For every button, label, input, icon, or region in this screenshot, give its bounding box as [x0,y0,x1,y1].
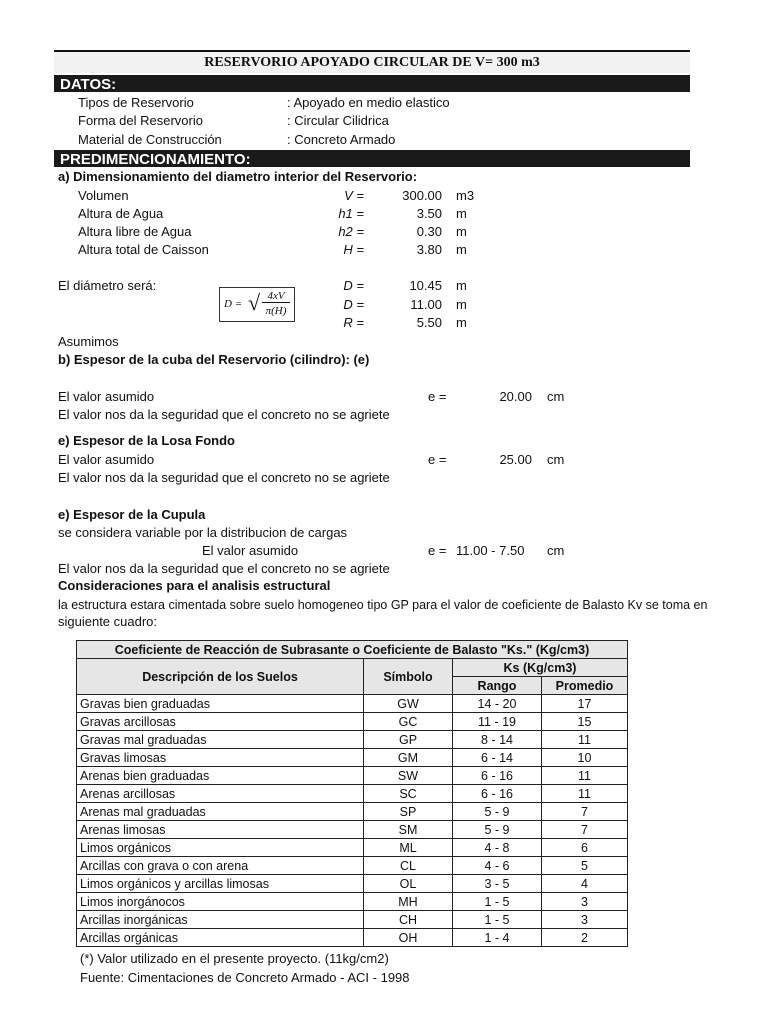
ks-average: 3 [542,893,628,911]
diameter-label: El diámetro será: [58,278,157,293]
diam-symbol: D = [343,297,364,312]
ks-average: 7 [542,821,628,839]
datos-label: Forma del Reservorio [78,113,203,128]
table-row [77,713,628,731]
subsection-e2-title: e) Espesor de la Cupula [58,507,206,522]
section-header-datos: DATOS: [54,73,690,92]
soil-desc: Arcillas orgánicas [77,929,364,947]
table-row [77,929,628,947]
ks-average: 11 [542,785,628,803]
asumimos-label: Asumimos [58,334,119,349]
col-header-symbol: Símbolo [364,659,453,695]
soil-desc: Gravas mal graduadas [77,731,364,749]
ks-average: 6 [542,839,628,857]
ks-range: 11 - 19 [453,713,542,731]
param-label: Altura libre de Agua [78,224,192,239]
e-symbol: e = [428,452,447,467]
soil-desc: Arenas arcillosas [77,785,364,803]
soil-symbol: SP [364,803,453,821]
soil-symbol: SW [364,767,453,785]
safety-note: El valor nos da la seguridad que el concreto no se agriete [58,407,390,422]
soil-desc: Limos orgánicos y arcillas limosas [77,875,364,893]
param-unit: m [456,224,467,239]
table-row [77,839,628,857]
e-unit: cm [547,543,565,558]
ks-average: 7 [542,803,628,821]
soil-symbol: SC [364,785,453,803]
considerations-text-cont: siguiente cuadro: [58,614,158,629]
param-value: 3.80 [416,242,442,257]
ks-range: 4 - 6 [453,857,542,875]
safety-note: El valor nos da la seguridad que el concreto no se agriete [58,561,390,576]
param-symbol: V = [344,188,364,203]
param-symbol: H = [343,242,364,257]
diam-symbol: R = [343,315,364,330]
soil-symbol: ML [364,839,453,857]
ks-average: 11 [542,767,628,785]
ks-range: 1 - 4 [453,929,542,947]
e-unit: cm [547,452,565,467]
soil-desc: Arcillas con grava o con arena [77,857,364,875]
col-header-promedio: Promedio [542,677,628,695]
ks-range: 1 - 5 [453,911,542,929]
e-symbol: e = [428,543,447,558]
datos-value: : Concreto Armado [287,132,396,147]
datos-label: Tipos de Reservorio [78,95,194,110]
e-unit: cm [547,389,565,404]
table-row [77,785,628,803]
soil-symbol: CL [364,857,453,875]
subsection-b-title: b) Espesor de la cuba del Reservorio (cilindro): (e) [58,352,370,367]
soil-desc: Gravas bien graduadas [77,695,364,713]
table-row [77,695,628,713]
param-unit: m3 [456,188,475,203]
param-symbol: h2 = [338,224,364,239]
diam-unit: m [456,278,467,293]
subsection-e1-title: e) Espesor de la Losa Fondo [58,433,235,448]
ks-range: 14 - 20 [453,695,542,713]
datos-label: Material de Construcción [78,132,222,147]
soil-desc: Arenas bien graduadas [77,767,364,785]
soil-symbol: GP [364,731,453,749]
param-label: Volumen [78,188,129,203]
soil-symbol: OL [364,875,453,893]
ks-average: 4 [542,875,628,893]
e-value: 25.00 [499,452,532,467]
diameter-formula [219,287,295,322]
subsection-a-title: a) Dimensionamiento del diametro interior del Reservorio: [58,169,418,184]
diam-value: 11.00 [410,297,442,312]
ks-range: 4 - 8 [453,839,542,857]
table-row [77,731,628,749]
cupula-description: se considera variable por la distribucion de cargas [58,525,348,540]
soil-symbol: GC [364,713,453,731]
soil-symbol: GW [364,695,453,713]
param-unit: m [456,242,467,257]
param-unit: m [456,206,467,221]
table-caption: Coeficiente de Reacción de Subrasante o Coeficiente de Balasto "Ks." (Kg/cm3) [77,641,628,659]
col-header-ks: Ks (Kg/cm3) [453,659,628,677]
soil-symbol: OH [364,929,453,947]
soil-desc: Gravas limosas [77,749,364,767]
ks-range: 5 - 9 [453,821,542,839]
soil-desc: Limos inorgánocos [77,893,364,911]
formula-numerator: 4xV [262,290,290,303]
formula-denominator: π(H) [265,305,287,317]
ks-average: 15 [542,713,628,731]
e-symbol: e = [428,389,447,404]
considerations-title: Consideraciones para el analisis estructural [58,578,331,593]
ks-average: 5 [542,857,628,875]
param-symbol: h1 = [338,206,364,221]
ks-average: 2 [542,929,628,947]
table-row [77,821,628,839]
ks-range: 3 - 5 [453,875,542,893]
considerations-text: la estructura estara cimentada sobre suelo homogeneo tipo GP para el valor de coeficiente de Balasto Kv se toma en [58,598,708,612]
param-value: 300.00 [402,188,442,203]
datos-value: : Circular Cilidrica [287,113,389,128]
soil-symbol: GM [364,749,453,767]
formula-lhs: D = [224,298,243,310]
document-title: RESERVORIO APOYADO CIRCULAR DE V= 300 m3 [54,50,690,74]
param-value: 0.30 [416,224,442,239]
param-value: 3.50 [416,206,442,221]
soil-desc: Arenas limosas [77,821,364,839]
ks-average: 11 [542,731,628,749]
soil-desc: Arenas mal graduadas [77,803,364,821]
diam-value: 5.50 [416,315,442,330]
datos-value: : Apoyado en medio elastico [287,95,450,110]
ks-average: 10 [542,749,628,767]
e-value: 11.00 - 7.50 [456,543,525,558]
diam-unit: m [456,315,467,330]
table-row [77,857,628,875]
soil-desc: Limos orgánicos [77,839,364,857]
assumed-value-label: El valor asumido [58,452,155,467]
soil-symbol: SM [364,821,453,839]
soil-symbol: MH [364,893,453,911]
ks-range: 8 - 14 [453,731,542,749]
ks-range: 1 - 5 [453,893,542,911]
assumed-value-label: El valor asumido [202,543,299,558]
ks-average: 3 [542,911,628,929]
table-row [77,911,628,929]
table-row [77,893,628,911]
ks-range: 6 - 16 [453,767,542,785]
table-source: Fuente: Cimentaciones de Concreto Armado - ACI - 1998 [80,970,410,985]
ks-range: 6 - 14 [453,749,542,767]
section-header-predim: PREDIMENCIONAMIENTO: [54,148,690,167]
table-row [77,767,628,785]
ks-range: 5 - 9 [453,803,542,821]
table-row [77,749,628,767]
table-footnote: (*) Valor utilizado en el presente proyecto. (11kg/cm2) [80,951,389,966]
sqrt-symbol: √ [248,290,261,315]
ks-table [76,640,628,947]
diam-unit: m [456,297,467,312]
e-value: 20.00 [499,389,532,404]
param-label: Altura total de Caisson [78,242,209,257]
ks-average: 17 [542,695,628,713]
diam-symbol: D = [343,278,364,293]
diam-value: 10.45 [409,278,442,293]
table-row [77,875,628,893]
table-row [77,803,628,821]
param-label: Altura de Agua [78,206,164,221]
soil-desc: Gravas arcillosas [77,713,364,731]
col-header-rango: Rango [453,677,542,695]
assumed-value-label: El valor asumido [58,389,155,404]
soil-desc: Arcillas inorgánicas [77,911,364,929]
safety-note: El valor nos da la seguridad que el concreto no se agriete [58,470,390,485]
ks-range: 6 - 16 [453,785,542,803]
soil-symbol: CH [364,911,453,929]
col-header-desc: Descripción de los Suelos [77,659,364,695]
